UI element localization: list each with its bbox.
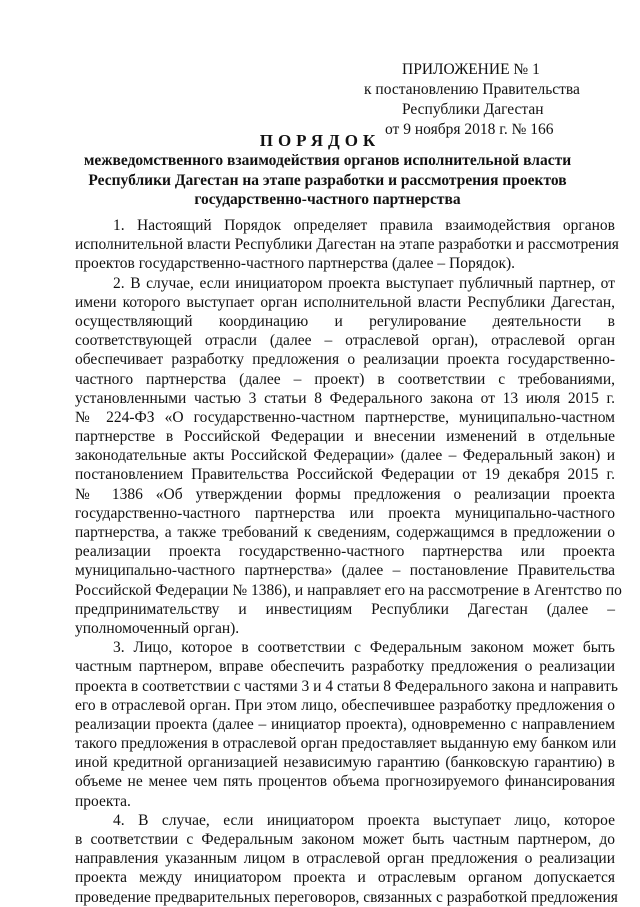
- paragraph-line: 1. Настоящий Порядок определяет правила взаимодействия органов: [113, 217, 615, 234]
- paragraph-line: Российской Федерации № 1386), и направляет его на рассмотрение в Агентство по: [75, 581, 622, 599]
- paragraph-line: обеспечивает разработку предложения о реализации проекта государственно-: [75, 351, 615, 369]
- document-body: [75, 216, 622, 907]
- subtitle-line: межведомственного взаимодействия органов исполнительной власти: [83, 152, 572, 169]
- paragraph-line: проектов государственно-частного партнерства (далее – Порядок).: [75, 255, 516, 273]
- subtitle-line: Республики Дагестан на этапе разработки и рассмотрения проектов: [88, 171, 567, 189]
- paragraph-line: № 224-ФЗ «О государственно-частном партнерстве, муниципально-частном: [75, 408, 615, 426]
- paragraph-line: реализации проекта государственно-частного партнерства или проекта: [75, 543, 615, 561]
- paragraph-3: [75, 638, 618, 811]
- paragraph-line: проекта в соответствии с частями 3 и 4 статьи 8 Федерального закона и направить: [75, 677, 618, 695]
- paragraph-2: [75, 274, 622, 639]
- subtitle-line: государственно-частного партнерства: [194, 191, 461, 208]
- paragraph-line: имени которого выступает орган исполнительной власти Республики Дагестан,: [75, 293, 615, 311]
- paragraph-line: партнерстве в Российской Федерации и внесении изменений в отдельные: [75, 428, 615, 446]
- paragraph-line: 2. В случае, если инициатором проекта выступает публичный партнер, от: [113, 274, 615, 292]
- paragraph-1: [75, 216, 619, 274]
- paragraph-line: проведение предварительных переговоров, связанных с разработкой предложения: [75, 888, 618, 906]
- paragraph-line: частного партнерства (далее – проект) в соответствии с требованиями,: [75, 370, 615, 388]
- document-subtitle: [60, 151, 595, 210]
- appendix-region: Республики Дагестан: [402, 101, 544, 118]
- paragraph-4: [75, 811, 618, 907]
- paragraph-line: 3. Лицо, которое в соответствии с Федеральным законом может быть: [113, 639, 615, 657]
- paragraph-line: иной кредитной организацией независимую гарантию (банковскую гарантию) в: [75, 754, 615, 772]
- document-title: ПОРЯДОК: [259, 131, 381, 150]
- paragraph-line: объеме не менее чем пять процентов объема прогнозируемого финансирования: [75, 773, 615, 791]
- paragraph-line: осуществляющий координацию и регулирование деятельности в: [75, 312, 615, 330]
- paragraph-line: государственно-частного партнерства или проекта муниципально-частного: [75, 504, 615, 522]
- appendix-number: ПРИЛОЖЕНИЕ № 1: [402, 61, 540, 78]
- paragraph-line: установленными частью 3 статьи 8 Федерального закона от 13 июля 2015 г.: [75, 389, 615, 407]
- paragraph-line: партнерства, а также требований к сведениям, содержащимся в предложении о: [75, 524, 615, 541]
- appendix-reference: к постановлению Правительства: [364, 81, 580, 98]
- paragraph-line: реализации проекта (далее – инициатор проекта), одновременно с направлением: [75, 715, 615, 733]
- paragraph-line: законодательные акты Российской Федерации» (далее – Федеральный закон) и: [75, 447, 615, 465]
- paragraph-line: соответствующей отрасли (далее – отраслевой орган), отраслевой орган: [75, 332, 615, 350]
- paragraph-line: проекта.: [75, 792, 131, 810]
- paragraph-line: в соответствии с Федеральным законом может быть частным партнером, до: [75, 831, 615, 848]
- appendix-date: от 9 ноября 2018 г. № 166: [385, 121, 554, 138]
- paragraph-line: 4. В случае, если инициатором проекта выступает лицо, которое: [113, 811, 615, 829]
- paragraph-line: постановлением Правительства Российской Федерации от 19 декабря 2015 г.: [75, 466, 615, 484]
- paragraph-line: муниципально-частного партнерства» (далее – постановление Правительства: [75, 562, 615, 580]
- paragraph-line: направления указанным лицом в отраслевой орган предложения о реализации: [75, 850, 615, 868]
- paragraph-line: такого предложения в отраслевой орган предоставляет выданную ему банком или: [75, 735, 617, 753]
- paragraph-line: исполнительной власти Республики Дагестан на этапе разработки и рассмотрения: [75, 236, 619, 254]
- paragraph-line: предпринимательству и инвестициям Республики Дагестан (далее –: [75, 600, 615, 618]
- paragraph-line: уполномоченный орган).: [75, 619, 240, 637]
- paragraph-line: частным партнером, вправе обеспечить разработку предложения о реализации: [75, 658, 615, 676]
- paragraph-line: № 1386 «Об утверждении формы предложения о реализации проекта: [75, 485, 615, 503]
- paragraph-line: его в отраслевой орган. При этом лицо, обеспечившее разработку предложения о: [75, 696, 615, 714]
- appendix-header: [360, 60, 610, 140]
- paragraph-line: проекта между инициатором проекта и отраслевым органом допускается: [75, 869, 615, 887]
